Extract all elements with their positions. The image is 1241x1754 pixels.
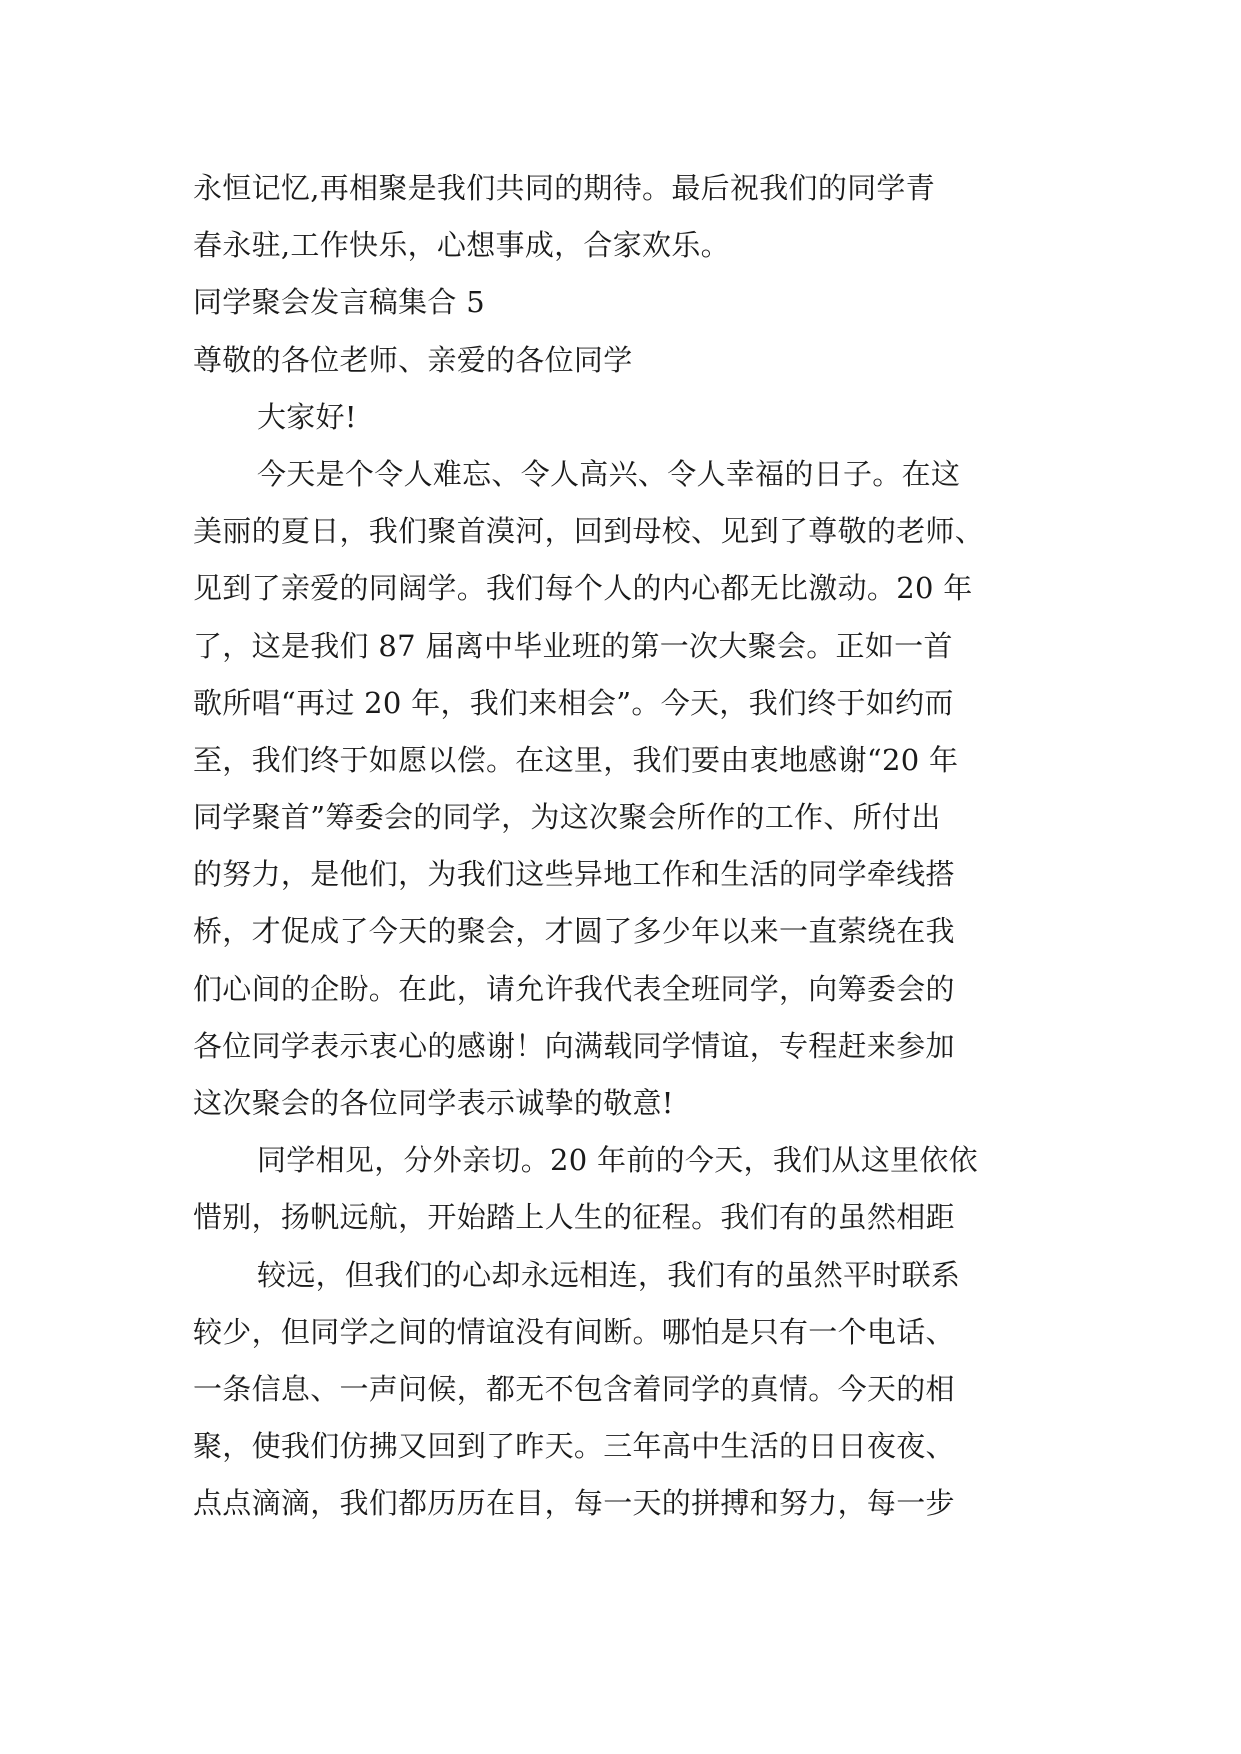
text-line: 桥，才促成了今天的聚会，才圆了多少年以来一直萦绕在我	[193, 914, 955, 949]
section-heading: 同学聚会发言稿集合 5	[193, 285, 485, 320]
text-line: 同学聚首”筹委会的同学，为这次聚会所作的工作、所付出	[193, 800, 941, 835]
text-line: 永恒记忆,再相聚是我们共同的期待。最后祝我们的同学青	[193, 171, 936, 205]
text-line: 见到了亲爱的同阔学。我们每个人的内心都无比激动。20 年	[193, 571, 973, 606]
text-line: 至，我们终于如愿以偿。在这里，我们要由衷地感谢“20 年	[193, 742, 959, 777]
text-line: 较少，但同学之间的情谊没有间断。哪怕是只有一个电话、	[193, 1314, 955, 1349]
text-line: 各位同学表示衷心的感谢！向满载同学情谊，专程赶来参加	[193, 1028, 955, 1063]
text-line: 聚，使我们仿拂又回到了昨天。三年高中生活的日日夜夜、	[193, 1429, 955, 1464]
text-line: 的努力，是他们，为我们这些异地工作和生活的同学牵线搭	[193, 857, 955, 892]
text-line: 惜别，扬帆远航，开始踏上人生的征程。我们有的虽然相距	[193, 1200, 955, 1235]
text-line: 们心间的企盼。在此，请允许我代表全班同学，向筹委会的	[193, 971, 955, 1006]
paragraph-start: 今天是个令人难忘、令人高兴、令人幸福的日子。在这	[257, 456, 961, 491]
text-line: 这次聚会的各位同学表示诚挚的敬意!	[193, 1086, 674, 1120]
text-line: 了，这是我们 87 届离中毕业班的第一次大聚会。正如一首	[193, 628, 953, 663]
text-line: 一条信息、一声问候，都无不包含着同学的真情。今天的相	[193, 1371, 955, 1406]
text-line: 歌所唱“再过 20 年，我们来相会”。今天，我们终于如约而	[193, 685, 954, 720]
text-line: 春永驻,工作快乐，心想事成，合家欢乐。	[193, 228, 730, 263]
text-line: 美丽的夏日，我们聚首漠河，回到母校、见到了尊敬的老师、	[193, 514, 985, 549]
paragraph-start: 较远，但我们的心却永远相连，我们有的虽然平时联系	[257, 1257, 961, 1292]
greeting: 大家好!	[257, 399, 357, 434]
paragraph-start: 同学相见，分外亲切。20 年前的今天，我们从这里依依	[257, 1143, 978, 1178]
document-body	[193, 160, 1063, 1533]
salutation: 尊敬的各位老师、亲爱的各位同学	[193, 342, 633, 377]
text-line: 点点滴滴，我们都历历在目，每一天的拼搏和努力，每一步	[193, 1486, 955, 1521]
